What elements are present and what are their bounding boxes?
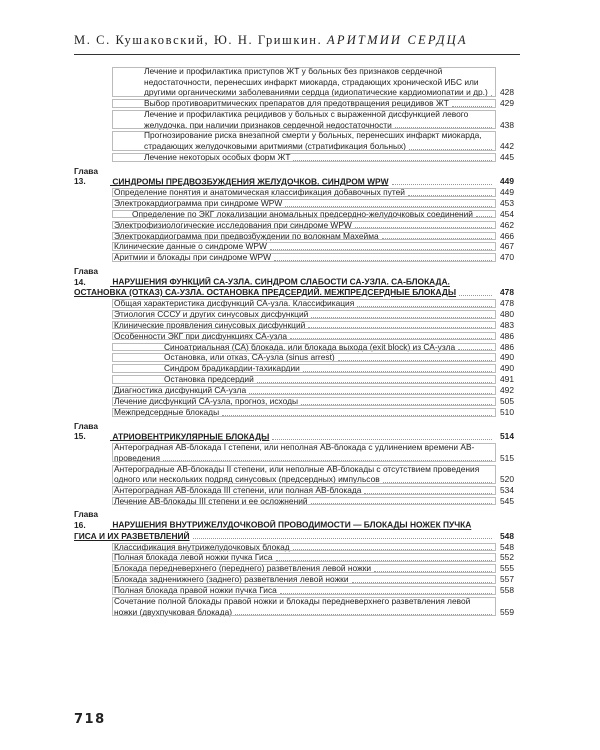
- toc-entry[interactable]: [74, 396, 526, 407]
- toc-entry[interactable]: [74, 596, 526, 617]
- toc-entry[interactable]: [74, 385, 526, 396]
- toc-entry-text: Выбор противоаритмических препаратов для предотвращения рецидивов ЖТ: [74, 98, 526, 109]
- dot-leader: [409, 143, 492, 150]
- toc-page-number: 548: [500, 541, 514, 552]
- toc-entry-text: Остановка предсердий: [74, 374, 526, 385]
- dot-leader: [458, 343, 492, 350]
- toc-page-number: 442: [500, 141, 514, 152]
- dot-leader: [311, 497, 492, 504]
- toc-entry[interactable]: [74, 187, 526, 198]
- toc-entry-text: Клинические данные о синдроме WPW: [74, 241, 526, 252]
- toc-entry[interactable]: [74, 442, 526, 463]
- toc-entry-text: Электрокардиограмма при синдроме WPW: [74, 198, 526, 209]
- toc-entry[interactable]: [74, 552, 526, 563]
- toc-page-number: 478: [500, 287, 514, 298]
- dot-leader: [222, 409, 492, 416]
- dot-leader: [163, 454, 492, 461]
- toc-entry-text: Антероградная АВ-блокада III степени, или полная АВ-блокада: [74, 485, 526, 496]
- toc-entry[interactable]: [74, 374, 526, 385]
- toc-entry[interactable]: [74, 241, 526, 252]
- chapter-title: АТРИОВЕНТРИКУЛЯРНЫЕ БЛОКАДЫ: [110, 431, 270, 442]
- dot-leader: [408, 189, 492, 196]
- toc-entry[interactable]: [74, 252, 526, 263]
- dot-leader: [355, 221, 492, 228]
- toc-page-number: 429: [500, 98, 514, 109]
- toc-page-number: 490: [500, 352, 514, 363]
- dot-leader: [249, 387, 492, 394]
- toc-entry[interactable]: [74, 66, 526, 98]
- dot-leader: [382, 232, 492, 239]
- dot-leader: [285, 200, 492, 207]
- toc-page-number: 480: [500, 308, 514, 319]
- dot-leader: [364, 487, 492, 494]
- chapter-title: НАРУШЕНИЯ ФУНКЦИЙ СА-УЗЛА. СИНДРОМ СЛАБОСТИ СА-УЗЛА. СА-БЛОКАДА. ОСТАНОВКА (ОТКАЗ) СА-УЗЛА. ОСТАНОВКА ПРЕДСЕРДИЙ. МЕЖПРЕДСЕРДНЫЕ БЛОКАДЫ: [74, 276, 457, 298]
- dot-leader: [311, 311, 492, 318]
- chapter-title: НАРУШЕНИЯ ВНУТРИЖЕЛУДОЧКОВОЙ ПРОВОДИМОСТИ — БЛОКАДЫ НОЖЕК ПУЧКА ГИСА И ИХ РАЗВЕТВЛЕНИЙ: [74, 520, 472, 541]
- toc-entry[interactable]: [74, 109, 526, 130]
- toc-entry[interactable]: [74, 585, 526, 596]
- toc-page-number: 490: [500, 363, 514, 374]
- toc-page-number: 534: [500, 484, 514, 495]
- toc-entry-text: Полная блокада правой ножки пучка Гиса: [74, 585, 526, 596]
- running-head: [74, 33, 520, 48]
- toc-entry-text: Антероградная АВ-блокада I степени, или неполная АВ-блокада с удлинением времени АВ-проведения: [74, 442, 526, 463]
- toc-entry-text: Антероградные АВ-блокады II степени, или неполные АВ-блокады с отсутствием проведения одного или нескольких подряд синусовых (предсердных) импульсов: [74, 464, 526, 485]
- toc-page-number: 454: [500, 208, 514, 219]
- toc-page-number: 552: [500, 552, 514, 563]
- toc-entry[interactable]: [74, 342, 526, 353]
- toc-entry[interactable]: [74, 352, 526, 363]
- toc-entry[interactable]: [74, 331, 526, 342]
- chapter-label: Глава 13.: [74, 165, 99, 187]
- toc-entry-text: Лечение некоторых особых форм ЖТ: [74, 152, 526, 163]
- dot-leader: [452, 100, 492, 107]
- toc-page-number: 449: [500, 176, 514, 187]
- toc-entry-text: Блокада передневерхнего (переднего) разветвления левой ножки: [74, 563, 526, 574]
- toc-page-number: 555: [500, 563, 514, 574]
- toc-chapter[interactable]: [74, 509, 526, 541]
- toc-entry-text: Полная блокада левой ножки пучка Гиса: [74, 552, 526, 563]
- chapter-label: Глава 16.: [74, 509, 99, 531]
- chapter-title: СИНДРОМЫ ПРЕДВОЗБУЖДЕНИЯ ЖЕЛУДОЧКОВ. СИНДРОМ WPW: [110, 176, 389, 187]
- toc-page-number: 449: [500, 187, 514, 198]
- toc-entry[interactable]: [74, 298, 526, 309]
- toc-page-number: 483: [500, 319, 514, 330]
- toc-entry[interactable]: [74, 130, 526, 151]
- toc-entry-text: Электрофизиологические исследования при синдроме WPW: [74, 220, 526, 231]
- dot-leader: [301, 398, 492, 405]
- dot-leader: [338, 354, 492, 361]
- toc-page-number: 453: [500, 197, 514, 208]
- dot-leader: [395, 121, 492, 128]
- toc-page-number: 515: [500, 452, 514, 463]
- toc-entry-text: Сочетание полной блокады правой ножки и блокады передневерхнего разветвления левой ножки (двухпучковая блокада): [74, 596, 526, 617]
- header-authors: М. С. Кушаковский, Ю. Н. Гришкин.: [74, 33, 323, 47]
- toc-page-number: 462: [500, 219, 514, 230]
- toc-entry[interactable]: [74, 407, 526, 418]
- toc-page-number: 559: [500, 606, 514, 617]
- toc-page-number: 558: [500, 585, 514, 596]
- toc-entry[interactable]: [74, 464, 526, 485]
- toc-entry-text: Остановка, или отказ, СА-узла (sinus arrest): [74, 352, 526, 363]
- dot-leader: [459, 289, 492, 296]
- toc-chapter[interactable]: [74, 266, 526, 298]
- toc-page-number: 486: [500, 330, 514, 341]
- toc-page-number: 548: [500, 530, 514, 541]
- toc-entry[interactable]: [74, 209, 526, 220]
- dot-leader: [476, 210, 492, 217]
- toc-entry-text: Электрокардиограмма при предвозбуждении по волокнам Махейма: [74, 231, 526, 242]
- toc-page-number: 514: [500, 431, 514, 442]
- toc-page-number: 510: [500, 406, 514, 417]
- dot-leader: [193, 532, 492, 539]
- toc-entry-text: Диагностика дисфункций СА-узла: [74, 385, 526, 396]
- toc-entry-text: Синдром брадикардии-тахикардии: [74, 363, 526, 374]
- toc-entry[interactable]: [74, 542, 526, 553]
- toc-entry-text: Лечение и профилактика рецидивов у больных с выраженной дисфункцией левого желудочка, при наличии признаков сердечной недостаточности: [74, 109, 526, 130]
- toc-page-number: 491: [500, 374, 514, 385]
- toc-page-number: 520: [500, 474, 514, 485]
- toc-entry[interactable]: [74, 198, 526, 209]
- toc-page-number: 557: [500, 574, 514, 585]
- toc-entry[interactable]: [74, 485, 526, 496]
- toc-page-number: 445: [500, 151, 514, 162]
- toc-entry-text: Определение по ЭКГ локализации аномальных предсердно-желудочковых соединений: [74, 209, 526, 220]
- dot-leader: [392, 178, 493, 185]
- header-book-title: АРИТМИИ СЕРДЦА: [327, 33, 468, 47]
- toc-entry-text: Этиология СССУ и других синусовых дисфункций: [74, 309, 526, 320]
- toc-entry-text: Клинические проявления синусовых дисфункций: [74, 320, 526, 331]
- toc-page-number: 505: [500, 396, 514, 407]
- dot-leader: [272, 433, 492, 440]
- toc-entry[interactable]: [74, 363, 526, 374]
- toc-entry[interactable]: [74, 98, 526, 109]
- dot-leader: [293, 543, 492, 550]
- toc-entry[interactable]: [74, 320, 526, 331]
- toc-entry[interactable]: [74, 496, 526, 507]
- toc-entry-text: Общая характеристика дисфункций СА-узла. Классификация: [74, 298, 526, 309]
- toc-page-number: 478: [500, 298, 514, 309]
- chapter-label: Глава 15.: [74, 420, 99, 442]
- dot-leader: [274, 254, 492, 261]
- dot-leader: [352, 576, 492, 583]
- page-number: 718: [74, 712, 106, 727]
- toc-chapter[interactable]: [74, 421, 526, 442]
- toc-entry[interactable]: [74, 231, 526, 242]
- toc-page-number: 467: [500, 241, 514, 252]
- toc-entry-text: Синоатриальная (СА) блокада, или блокада выхода (exit block) из СА-узла: [74, 342, 526, 353]
- toc-entry-text: Аритмии и блокады при синдроме WPW: [74, 252, 526, 263]
- toc-entry-text: Лечение и профилактика приступов ЖТ у больных без признаков сердечной недостаточности, перенесших инфаркт миокарда, страдающих хронической ИБС или другими органическими заболеваниями сердца (идиопатические кардиомиопатии и др.): [74, 66, 526, 98]
- toc-entry[interactable]: [74, 563, 526, 574]
- dot-leader: [270, 243, 492, 250]
- toc-entry-text: Блокада задненижнего (заднего) разветвления левой ножки: [74, 574, 526, 585]
- chapter-label: Глава 14.: [74, 265, 99, 287]
- toc-entry-text: Классификация внутрижелудочковых блокад: [74, 542, 526, 553]
- dot-leader: [257, 376, 492, 383]
- toc-chapter[interactable]: [74, 166, 526, 187]
- toc-entry[interactable]: [74, 152, 526, 163]
- toc-entry-text: Определение понятия и анатомическая классификация добавочных путей: [74, 187, 526, 198]
- dot-leader: [290, 332, 492, 339]
- toc-page-number: 466: [500, 230, 514, 241]
- dot-leader: [276, 554, 493, 561]
- dot-leader: [303, 365, 492, 372]
- toc-entry-text: Лечение дисфункций СА-узла, прогноз, исходы: [74, 396, 526, 407]
- toc-page-number: 428: [500, 87, 514, 98]
- table-of-contents: [74, 66, 526, 617]
- toc-entry-text: Лечение АВ-блокады III степени и ее осложнений: [74, 496, 526, 507]
- toc-entry-text: Межпредсердные блокады: [74, 407, 526, 418]
- toc-page-number: 492: [500, 385, 514, 396]
- toc-entry[interactable]: [74, 220, 526, 231]
- toc-page-number: 470: [500, 252, 514, 263]
- toc-page-number: 438: [500, 119, 514, 130]
- dot-leader: [374, 565, 492, 572]
- dot-leader: [280, 587, 492, 594]
- dot-leader: [235, 608, 492, 615]
- header-rule: [74, 54, 520, 55]
- toc-page-number: 486: [500, 341, 514, 352]
- toc-entry[interactable]: [74, 309, 526, 320]
- toc-entry[interactable]: [74, 574, 526, 585]
- toc-page-number: 545: [500, 495, 514, 506]
- dot-leader: [383, 476, 492, 483]
- dot-leader: [357, 300, 492, 307]
- dot-leader: [293, 154, 492, 161]
- toc-entry-text: Прогнозирование риска внезапной смерти у больных, перенесших инфаркт миокарда, страдающих желудочковыми аритмиями (стратификация больных): [74, 130, 526, 151]
- dot-leader: [308, 321, 492, 328]
- toc-entry-text: Особенности ЭКГ при дисфункциях СА-узла: [74, 331, 526, 342]
